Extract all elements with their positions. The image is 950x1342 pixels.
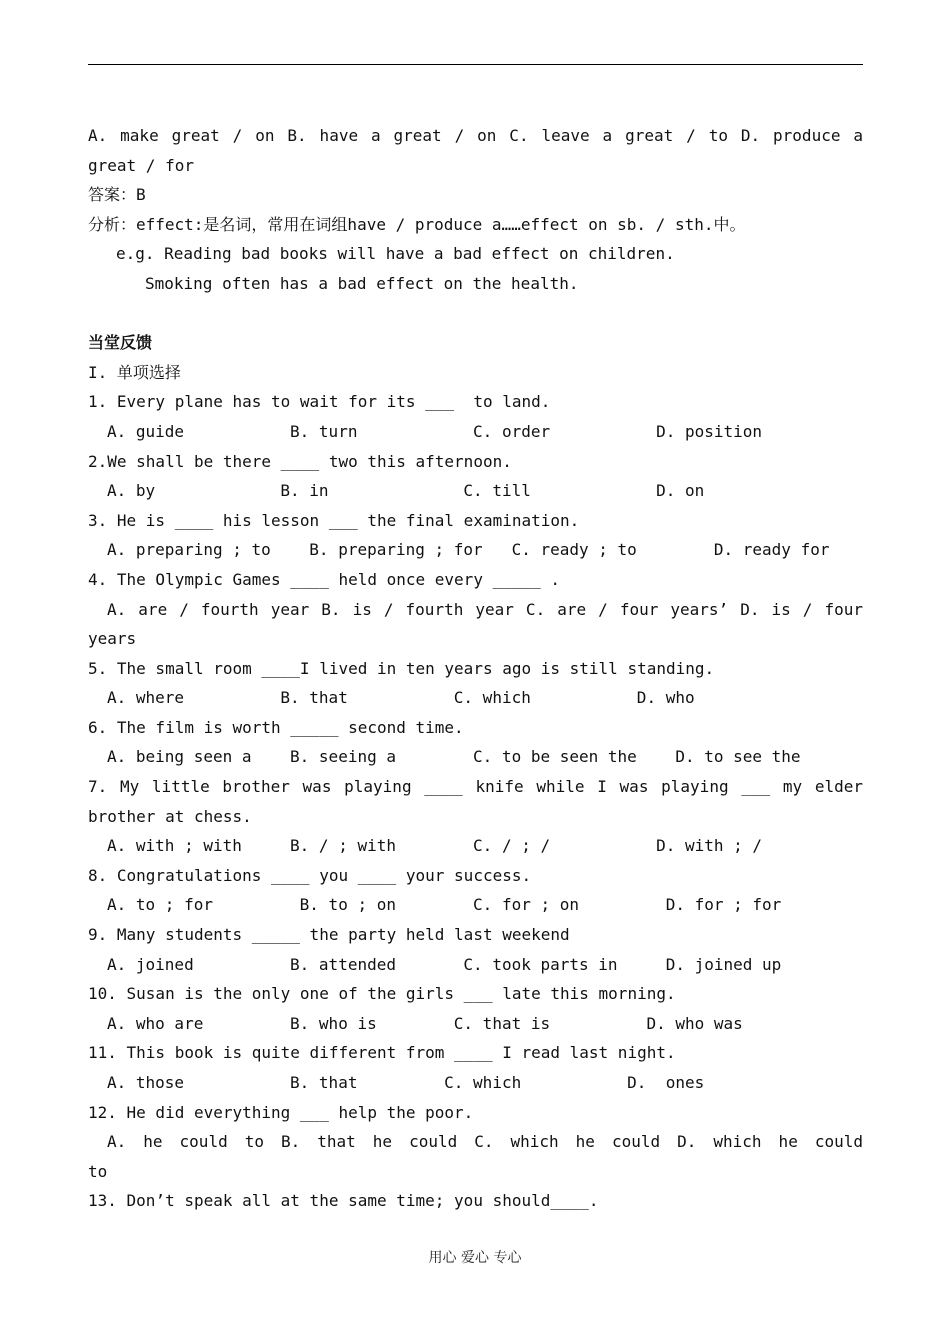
question-4: 4. The Olympic Games ____ held once every _____ . (88, 569, 561, 589)
question-5: 5. The small room ____I lived in ten years ago is still standing. (88, 658, 715, 678)
question-8-options: A. to ; for B. to ; on C. for ; on D. for ; for (107, 895, 782, 915)
answer-options-continuation: great / for (88, 155, 194, 175)
page-footer: 用心 爱心 专心 (428, 1250, 522, 1266)
question-6: 6. The film is worth _____ second time. (88, 717, 464, 737)
question-1: 1. Every plane has to wait for its ___ to land. (88, 392, 551, 412)
question-9-options: A. joined B. attended C. took parts in D. joined up (107, 954, 782, 974)
question-7: 7. My little brother was playing ____ knife while I was playing ___ my elder (88, 777, 863, 797)
question-12-options: A. he could to B. that he could C. which he could D. which he could (107, 1132, 863, 1152)
question-9: 9. Many students _____ the party held last weekend (88, 925, 570, 945)
question-13: 13. Don’t speak all at the same time; you should____. (88, 1191, 599, 1211)
question-11-options: A. those B. that C. which D. ones (107, 1073, 705, 1092)
header-rule (88, 64, 863, 65)
question-7-options: A. with ; with B. / ; with C. / ; / D. with ; / (107, 836, 763, 856)
question-10: 10. Susan is the only one of the girls ___ late this morning. (88, 984, 676, 1004)
question-6-options: A. being seen a B. seeing a C. to be seen the D. to see the (107, 747, 801, 767)
document-body (88, 121, 863, 1216)
section-heading: 当堂反馈 (88, 333, 153, 353)
answer-key: 答案：B (88, 185, 146, 205)
question-4-options: A. are / fourth year B. is / fourth year C. are / four years’ D. is / four (107, 599, 863, 619)
question-4-options-continuation: years (88, 629, 137, 649)
question-12-options-continuation: to (88, 1161, 108, 1181)
question-7-continuation: brother at chess. (88, 806, 252, 826)
question-10-options: A. who are B. who is C. that is D. who was (107, 1013, 743, 1033)
question-8: 8. Congratulations ____ you ____ your success. (88, 865, 532, 885)
question-2-options: A. by B. in C. till D. on (107, 481, 705, 501)
question-5-options: A. where B. that C. which D. who (107, 688, 695, 708)
question-1-options: A. guide B. turn C. order D. position (107, 421, 763, 441)
spacer (88, 299, 863, 329)
question-3-options: A. preparing ; to B. preparing ; for C. ready ; to D. ready for (107, 540, 830, 560)
answer-options-line: A. make great / on B. have a great / on C. leave a great / to D. produce a (88, 126, 863, 145)
question-2: 2.We shall be there ____ two this afternoon. (88, 451, 512, 471)
example-sentence: e.g. Reading bad books will have a bad effect on children. (116, 244, 675, 264)
question-12: 12. He did everything ___ help the poor. (88, 1102, 474, 1122)
question-11: 11. This book is quite different from ____ I read last night. (88, 1043, 676, 1063)
question-3: 3. He is ____ his lesson ___ the final examination. (88, 510, 580, 530)
subsection-heading: I. 单项选择 (88, 362, 181, 382)
example-sentence: Smoking often has a bad effect on the health. (145, 273, 579, 293)
analysis-text: 分析：effect:是名词，常用在词组have / produce a……effect on sb. / sth.中。 (88, 214, 746, 234)
